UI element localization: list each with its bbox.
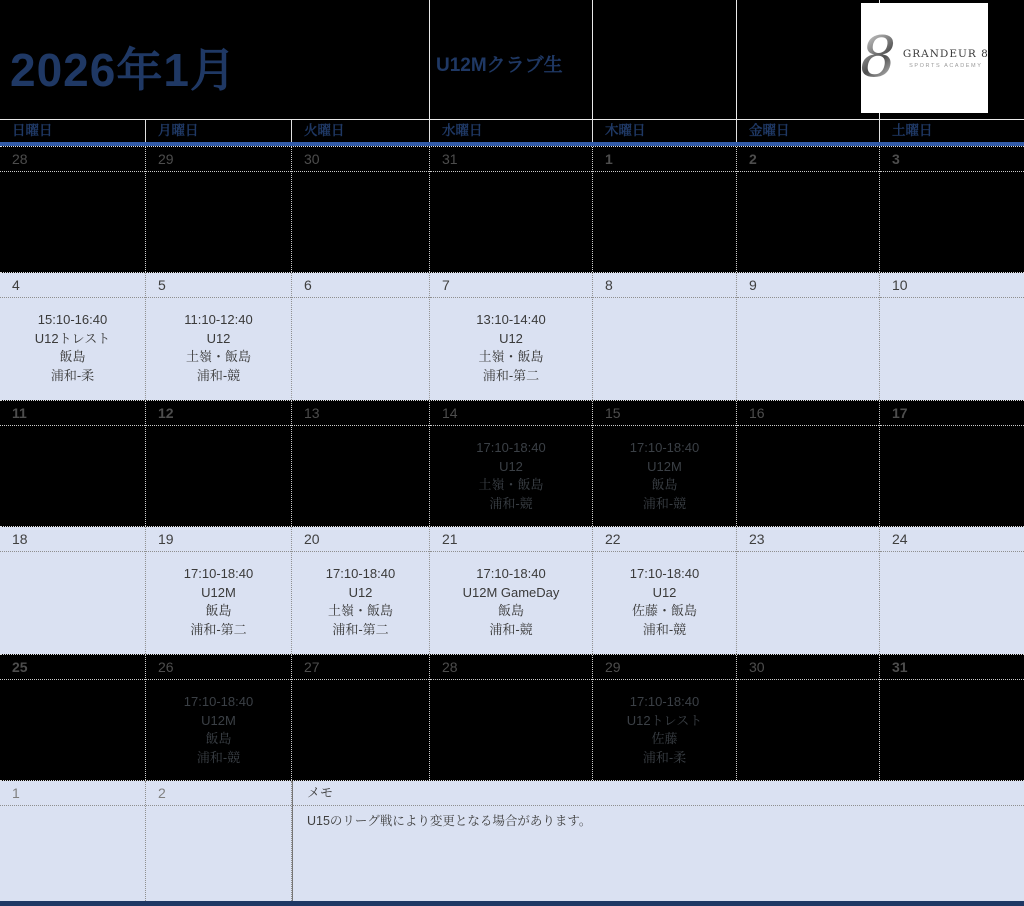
day-cell-31 xyxy=(430,147,593,272)
memo-label: メモ xyxy=(293,781,1024,806)
event-block xyxy=(292,172,429,272)
day-number: 28 xyxy=(0,147,145,172)
memo-note: U15のリーグ戦により変更となる場合があります。 xyxy=(307,814,592,828)
event-line: U12 xyxy=(348,584,373,600)
day-cell-23 xyxy=(737,527,880,654)
footer-row xyxy=(0,781,1024,901)
dow-cell-4: 木曜日 xyxy=(593,120,737,142)
dow-cell-5: 金曜日 xyxy=(737,120,880,142)
event-block xyxy=(880,426,1024,526)
event-block xyxy=(0,426,145,526)
event-line: 浦和-競 xyxy=(642,621,687,637)
event-line: 17:10-18:40 xyxy=(183,566,254,581)
day-cell-22 xyxy=(593,527,737,654)
event-block xyxy=(430,172,592,272)
event-line: 17:10-18:40 xyxy=(629,566,700,581)
week-row-1 xyxy=(0,146,1024,273)
day-number: 22 xyxy=(593,527,736,552)
day-cell-9 xyxy=(737,273,880,400)
day-number: 20 xyxy=(292,527,429,552)
day-cell-27 xyxy=(292,655,430,780)
day-number: 2 xyxy=(737,147,879,172)
day-number: 16 xyxy=(737,401,879,426)
day-number: 21 xyxy=(430,527,592,552)
day-cell-19 xyxy=(146,527,292,654)
day-cell-15 xyxy=(593,401,737,526)
event-line: 浦和-第二 xyxy=(482,367,540,383)
grandeur8-logo xyxy=(861,3,988,113)
day-number: 9 xyxy=(737,273,879,298)
day-cell-18 xyxy=(0,527,146,654)
day-cell-29 xyxy=(593,655,737,780)
event-block xyxy=(146,426,291,526)
event-line: 浦和-競 xyxy=(196,367,241,383)
day-cell-25 xyxy=(0,655,146,780)
event-line: 17:10-18:40 xyxy=(183,694,254,709)
day-cell-4 xyxy=(0,273,146,400)
day-cell-10 xyxy=(880,273,1024,400)
event-line: 11:10-12:40 xyxy=(184,312,253,327)
week-row-4 xyxy=(0,527,1024,654)
calendar-grid xyxy=(0,146,1024,781)
dow-cell-0: 日曜日 xyxy=(0,120,146,142)
event-line: 飯島 xyxy=(205,603,232,618)
event-line: 浦和-競 xyxy=(489,621,533,637)
day-number: 1 xyxy=(593,147,736,172)
day-number: 11 xyxy=(0,401,145,426)
event-block xyxy=(880,680,1024,780)
week-row-5 xyxy=(0,654,1024,781)
day-cell-8 xyxy=(593,273,737,400)
event-line: 17:10-18:40 xyxy=(629,440,700,455)
event-block xyxy=(737,426,879,526)
day-number: 30 xyxy=(292,147,429,172)
day-cell-6 xyxy=(292,273,430,400)
day-number: 6 xyxy=(292,273,429,298)
event-line: 17:10-18:40 xyxy=(476,566,546,581)
event-block xyxy=(292,426,429,526)
event-block xyxy=(430,298,592,400)
event-block xyxy=(593,172,736,272)
day-number: 19 xyxy=(146,527,291,552)
day-number: 3 xyxy=(880,147,1024,172)
day-cell-28 xyxy=(430,655,593,780)
day-cell-20 xyxy=(292,527,430,654)
event-block xyxy=(146,552,291,654)
event-line: 17:10-18:40 xyxy=(325,566,396,581)
day-number: 24 xyxy=(880,527,1024,552)
event-line: 浦和-柔 xyxy=(642,749,687,765)
day-cell-3 xyxy=(880,147,1024,272)
event-block xyxy=(880,552,1024,654)
day-number: 10 xyxy=(880,273,1024,298)
event-line: 佐藤 xyxy=(651,731,678,746)
event-line: 浦和-第二 xyxy=(332,621,389,637)
header-divider xyxy=(592,0,593,119)
logo-eight-icon: 8 xyxy=(860,25,896,90)
event-line: 飯島 xyxy=(497,603,524,618)
day-number: 27 xyxy=(292,655,429,680)
day-cell-16 xyxy=(737,401,880,526)
event-line: 浦和-競 xyxy=(489,495,533,511)
logo-text xyxy=(903,48,989,69)
day-cell-29 xyxy=(146,147,292,272)
day-cell-11 xyxy=(0,401,146,526)
event-block xyxy=(0,680,145,780)
event-line: 浦和-第二 xyxy=(190,621,247,637)
event-block xyxy=(430,426,592,526)
event-block xyxy=(292,680,429,780)
day-number: 28 xyxy=(430,655,592,680)
event-block xyxy=(430,552,592,654)
event-line: 土嶺・飯島 xyxy=(478,349,544,364)
event-block xyxy=(593,426,736,526)
event-block xyxy=(430,680,592,780)
event-block xyxy=(0,172,145,272)
event-block xyxy=(593,298,736,400)
logo-tagline: SPORTS ACADEMY xyxy=(909,62,983,69)
event-line: 浦和-競 xyxy=(642,495,687,511)
event-block xyxy=(0,552,145,654)
day-of-week-header xyxy=(0,120,1024,146)
event-line: 飯島 xyxy=(59,349,86,364)
event-line: 15:10-16:40 xyxy=(37,312,108,327)
event-line: 浦和-柔 xyxy=(50,367,95,383)
day-number: 5 xyxy=(146,273,291,298)
day-number: 7 xyxy=(430,273,592,298)
event-block xyxy=(146,680,291,780)
day-number: 15 xyxy=(593,401,736,426)
event-line: 13:10-14:40 xyxy=(476,312,546,327)
event-block xyxy=(146,172,291,272)
day-number: 14 xyxy=(430,401,592,426)
dow-cell-3: 水曜日 xyxy=(430,120,593,142)
day-cell-5 xyxy=(146,273,292,400)
day-cell-next-1 xyxy=(0,781,146,901)
event-block xyxy=(0,298,145,400)
bottom-border-bar xyxy=(0,901,1024,906)
event-block xyxy=(737,680,879,780)
event-block xyxy=(737,552,879,654)
day-number: 23 xyxy=(737,527,879,552)
day-cell-26 xyxy=(146,655,292,780)
event-line: U12M xyxy=(201,712,236,728)
day-number: 2 xyxy=(146,781,291,806)
event-line: U12 xyxy=(499,330,523,346)
page-title: 2026年1月 xyxy=(10,44,237,96)
day-cell-28 xyxy=(0,147,146,272)
event-block xyxy=(593,552,736,654)
event-line: U12M xyxy=(201,584,236,600)
day-number: 1 xyxy=(0,781,145,806)
event-line: U12トレスト xyxy=(626,712,703,728)
event-block xyxy=(737,298,879,400)
day-cell-next-2 xyxy=(146,781,292,901)
day-cell-1 xyxy=(593,147,737,272)
event-line: U12 xyxy=(652,584,677,600)
event-block xyxy=(593,680,736,780)
group-label: U12Mクラブ生 xyxy=(436,55,563,76)
day-cell-12 xyxy=(146,401,292,526)
day-number: 31 xyxy=(880,655,1024,680)
event-block xyxy=(880,172,1024,272)
day-number: 13 xyxy=(292,401,429,426)
header-divider xyxy=(736,0,737,119)
event-line: 飯島 xyxy=(205,731,232,746)
event-line: 土嶺・飯島 xyxy=(327,603,393,618)
day-number: 26 xyxy=(146,655,291,680)
event-line: U12 xyxy=(206,330,231,346)
dow-cell-1: 月曜日 xyxy=(146,120,292,142)
day-cell-24 xyxy=(880,527,1024,654)
event-line: U12M GameDay xyxy=(462,584,560,600)
day-number: 29 xyxy=(593,655,736,680)
day-cell-14 xyxy=(430,401,593,526)
event-line: 土嶺・飯島 xyxy=(185,349,251,364)
event-line: 飯島 xyxy=(651,477,678,492)
day-number: 8 xyxy=(593,273,736,298)
logo-name: GRANDEUR 8 xyxy=(902,47,989,60)
day-number: 30 xyxy=(737,655,879,680)
event-line: 17:10-18:40 xyxy=(629,694,700,709)
event-block xyxy=(737,172,879,272)
event-line: 17:10-18:40 xyxy=(476,440,546,455)
day-cell-7 xyxy=(430,273,593,400)
memo-section xyxy=(292,781,1024,901)
event-line: 土嶺・飯島 xyxy=(478,477,544,492)
day-cell-13 xyxy=(292,401,430,526)
event-block xyxy=(146,298,291,400)
day-cell-21 xyxy=(430,527,593,654)
day-cell-30 xyxy=(292,147,430,272)
day-number: 4 xyxy=(0,273,145,298)
event-line: U12トレスト xyxy=(34,330,111,346)
event-line: U12 xyxy=(499,458,523,474)
dow-cell-2: 火曜日 xyxy=(292,120,430,142)
header-divider xyxy=(429,0,430,119)
day-cell-2 xyxy=(737,147,880,272)
dow-cell-6: 土曜日 xyxy=(892,123,933,138)
day-cell-30 xyxy=(737,655,880,780)
day-number: 29 xyxy=(146,147,291,172)
event-line: 浦和-競 xyxy=(196,749,241,765)
calendar-header xyxy=(0,0,1024,120)
week-row-2 xyxy=(0,273,1024,400)
day-cell-17 xyxy=(880,401,1024,526)
event-line: 佐藤・飯島 xyxy=(631,603,697,618)
day-number: 25 xyxy=(0,655,145,680)
event-line: U12M xyxy=(647,458,682,474)
day-cell-31 xyxy=(880,655,1024,780)
day-number: 12 xyxy=(146,401,291,426)
event-block xyxy=(292,298,429,400)
event-block xyxy=(292,552,429,654)
day-number: 18 xyxy=(0,527,145,552)
week-row-3 xyxy=(0,400,1024,527)
event-block xyxy=(880,298,1024,400)
day-number: 31 xyxy=(430,147,592,172)
day-number: 17 xyxy=(880,401,1024,426)
